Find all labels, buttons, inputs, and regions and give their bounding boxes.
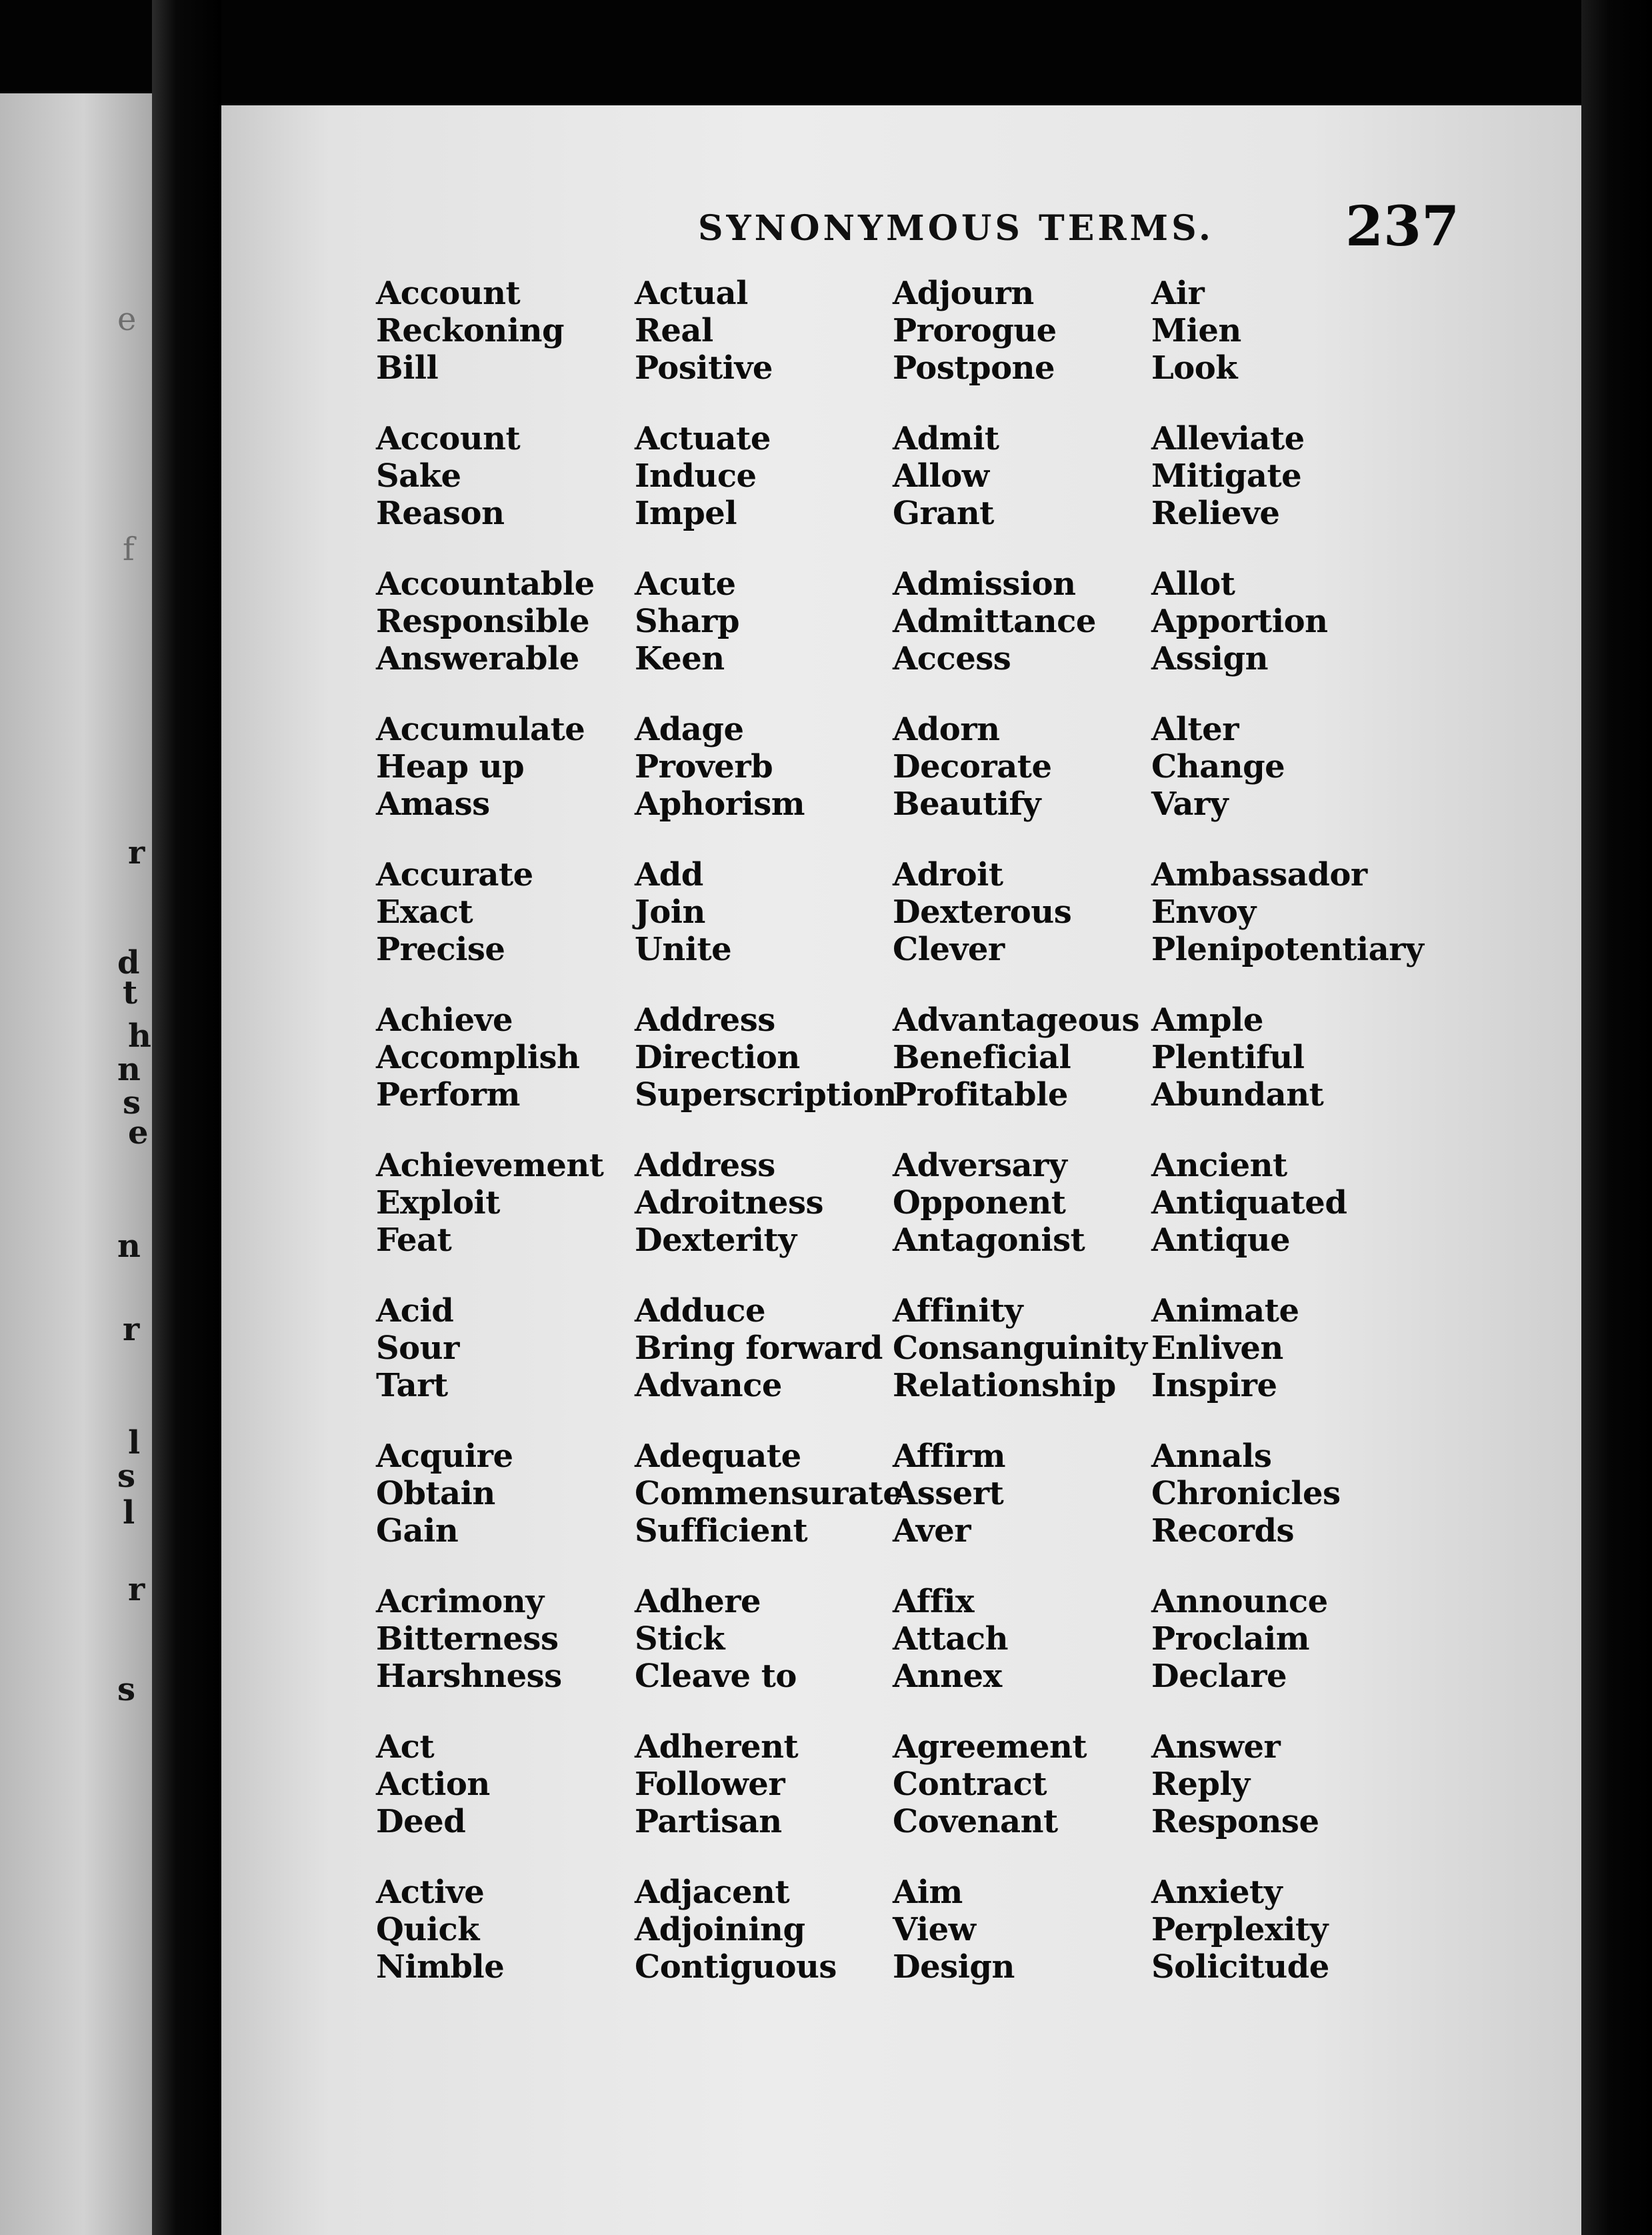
facing-page-fragment: t: [123, 974, 138, 1011]
synonym: Declare: [1151, 1658, 1287, 1695]
synonym: Bring forward: [635, 1330, 883, 1367]
headword: Acquire: [376, 1438, 513, 1475]
headword: Ancient: [1151, 1147, 1287, 1184]
headword: Ambassador: [1151, 856, 1367, 893]
headword: Alter: [1151, 711, 1239, 748]
headword: Advantageous: [893, 1001, 1140, 1039]
synonym: Direction: [635, 1039, 800, 1076]
synonym: Enliven: [1151, 1330, 1283, 1367]
synonym: Action: [376, 1766, 490, 1803]
synonym: Exploit: [376, 1184, 500, 1222]
headword: Affinity: [893, 1292, 1023, 1330]
synonym: Abundant: [1151, 1076, 1324, 1113]
facing-page-fragment: s: [117, 1458, 136, 1495]
synonym: Consanguinity: [893, 1330, 1147, 1367]
headword: Adage: [635, 711, 744, 748]
facing-page-fragment: h: [128, 1017, 151, 1055]
headword: Actual: [635, 275, 748, 312]
synonym: Access: [893, 640, 1011, 677]
synonym-group: [1151, 420, 1471, 532]
facing-page-fragment: l: [123, 1494, 135, 1532]
synonym: Sake: [376, 457, 461, 495]
synonym: Aphorism: [635, 785, 805, 823]
headword: Admit: [893, 420, 999, 457]
synonym-group: [1151, 1438, 1471, 1550]
synonym: Allow: [893, 457, 989, 495]
headword: Accurate: [376, 856, 533, 893]
synonym: Attach: [893, 1620, 1008, 1658]
book-page: [221, 105, 1581, 2235]
synonym: Plentiful: [1151, 1039, 1305, 1076]
facing-page-fragment: e: [128, 1114, 149, 1152]
synonym: Feat: [376, 1222, 452, 1259]
synonym: Partisan: [635, 1803, 782, 1840]
headword: Adjourn: [893, 275, 1034, 312]
synonym: Apportion: [1151, 603, 1328, 640]
headword: Achievement: [376, 1147, 604, 1184]
synonym: Real: [635, 312, 713, 349]
synonym: Dexterous: [893, 893, 1072, 931]
right-page-edge: [1581, 0, 1652, 2235]
synonym: Heap up: [376, 748, 525, 785]
facing-page-fragment: l: [128, 1424, 141, 1462]
synonym: Stick: [635, 1620, 725, 1658]
book-gutter: [152, 0, 221, 2235]
synonym: Annex: [893, 1658, 1002, 1695]
synonym: Adroitness: [635, 1184, 823, 1222]
synonym: Sufficient: [635, 1512, 808, 1550]
synonym: Inspire: [1151, 1367, 1277, 1404]
synonym: Advance: [635, 1367, 782, 1404]
headword: Account: [376, 420, 521, 457]
synonym: Contiguous: [635, 1948, 837, 1986]
headword: Air: [1151, 275, 1205, 312]
headword: Admission: [893, 565, 1076, 603]
facing-page-fragment: e: [117, 301, 137, 338]
headword: Acute: [635, 565, 736, 603]
headword: Announce: [1151, 1583, 1328, 1620]
synonym: Chronicles: [1151, 1475, 1341, 1512]
facing-page-edge: [0, 93, 152, 2235]
headword: Aim: [893, 1874, 963, 1911]
synonym: Keen: [635, 640, 725, 677]
facing-page-fragment: r: [123, 1311, 140, 1348]
synonym: Reply: [1151, 1766, 1250, 1803]
synonym-group: [1151, 275, 1471, 387]
synonym: Commensurate: [635, 1475, 903, 1512]
headword: Achieve: [376, 1001, 513, 1039]
synonym: Beneficial: [893, 1039, 1071, 1076]
synonym: Solicitude: [1151, 1948, 1329, 1986]
synonym: Prorogue: [893, 312, 1057, 349]
synonym: Cleave to: [635, 1658, 797, 1695]
synonym: Gain: [376, 1512, 459, 1550]
synonym: Follower: [635, 1766, 785, 1803]
headword: Adduce: [635, 1292, 766, 1330]
synonym: Unite: [635, 931, 732, 968]
synonym-group: [1151, 711, 1471, 823]
synonym-group: [1151, 565, 1471, 677]
synonym-group: [1151, 1728, 1471, 1840]
synonym: Nimble: [376, 1948, 505, 1986]
synonym: Opponent: [893, 1184, 1066, 1222]
synonym: Decorate: [893, 748, 1052, 785]
synonym: Quick: [376, 1911, 479, 1948]
facing-page-fragment: r: [128, 1571, 145, 1608]
headword: Allot: [1151, 565, 1235, 603]
synonym: Perform: [376, 1076, 520, 1113]
synonym-group: [1151, 856, 1471, 968]
facing-page-fragment: s: [123, 1084, 141, 1122]
synonym: Proclaim: [1151, 1620, 1309, 1658]
synonym-group: [1151, 1147, 1471, 1259]
synonym: View: [893, 1911, 976, 1948]
headword: Adorn: [893, 711, 1000, 748]
headword: Adherent: [635, 1728, 799, 1766]
headword: Acid: [376, 1292, 454, 1330]
headword: Adversary: [893, 1147, 1067, 1184]
synonym: Vary: [1151, 785, 1229, 823]
headword: Account: [376, 275, 521, 312]
headword: Anxiety: [1151, 1874, 1283, 1911]
synonym: Response: [1151, 1803, 1319, 1840]
synonym: Records: [1151, 1512, 1295, 1550]
synonym: Antique: [1151, 1222, 1291, 1259]
synonym: Precise: [376, 931, 505, 968]
synonym: Antiquated: [1151, 1184, 1347, 1222]
facing-page-fragment: d: [117, 944, 140, 981]
synonym: Answerable: [376, 640, 579, 677]
synonym: Postpone: [893, 349, 1055, 387]
headword: Adroit: [893, 856, 1003, 893]
synonym: Profitable: [893, 1076, 1068, 1113]
synonym: Relationship: [893, 1367, 1116, 1404]
synonym: Contract: [893, 1766, 1047, 1803]
headword: Affix: [893, 1583, 975, 1620]
headword: Animate: [1151, 1292, 1299, 1330]
page-header: [221, 195, 1581, 265]
synonym: Proverb: [635, 748, 773, 785]
synonym: Bill: [376, 349, 439, 387]
headword: Alleviate: [1151, 420, 1305, 457]
synonym: Harshness: [376, 1658, 562, 1695]
headword: Active: [376, 1874, 485, 1911]
synonym: Change: [1151, 748, 1285, 785]
headword: Annals: [1151, 1438, 1272, 1475]
synonym: Bitterness: [376, 1620, 559, 1658]
synonym-group: [1151, 1292, 1471, 1404]
headword: Agreement: [893, 1728, 1087, 1766]
headword: Add: [635, 856, 703, 893]
synonym: Mitigate: [1151, 457, 1302, 495]
headword: Adhere: [635, 1583, 761, 1620]
synonym-group: [1151, 1001, 1471, 1113]
running-title: SYNONYMOUS TERMS.: [698, 208, 1214, 249]
page-number: 237: [1345, 195, 1460, 259]
synonym-group: [1151, 1583, 1471, 1695]
synonym: Admittance: [893, 603, 1096, 640]
synonym-group: [1151, 1874, 1471, 1986]
synonym: Design: [893, 1948, 1015, 1986]
synonym: Amass: [376, 785, 490, 823]
synonym: Look: [1151, 349, 1238, 387]
synonym: Assert: [893, 1475, 1004, 1512]
synonym: Assign: [1151, 640, 1268, 677]
synonym: Accomplish: [376, 1039, 580, 1076]
synonym: Sharp: [635, 603, 740, 640]
synonym: Clever: [893, 931, 1005, 968]
headword: Act: [376, 1728, 435, 1766]
synonym: Reason: [376, 495, 505, 532]
synonym: Antagonist: [893, 1222, 1085, 1259]
synonym: Mien: [1151, 312, 1241, 349]
synonym: Induce: [635, 457, 757, 495]
headword: Accumulate: [376, 711, 585, 748]
synonym: Perplexity: [1151, 1911, 1328, 1948]
facing-page-fragment: r: [128, 834, 145, 871]
synonym: Envoy: [1151, 893, 1256, 931]
synonym: Plenipotentiary: [1151, 931, 1424, 968]
headword: Ample: [1151, 1001, 1263, 1039]
synonym: Beautify: [893, 785, 1041, 823]
facing-page-fragment: n: [117, 1051, 141, 1088]
headword: Acrimony: [376, 1583, 544, 1620]
headword: Answer: [1151, 1728, 1281, 1766]
headword: Adjacent: [635, 1874, 790, 1911]
synonym: Adjoining: [635, 1911, 805, 1948]
synonym: Obtain: [376, 1475, 495, 1512]
headword: Address: [635, 1147, 775, 1184]
headword: Actuate: [635, 420, 771, 457]
synonym: Impel: [635, 495, 737, 532]
synonym: Responsible: [376, 603, 590, 640]
synonym: Positive: [635, 349, 773, 387]
synonym: Relieve: [1151, 495, 1280, 532]
synonym: Grant: [893, 495, 994, 532]
synonym: Aver: [893, 1512, 971, 1550]
synonym: Sour: [376, 1330, 459, 1367]
facing-page-fragment: s: [117, 1671, 136, 1708]
synonym: Superscription: [635, 1076, 897, 1113]
synonym-columns: [221, 275, 1581, 2115]
headword: Adequate: [635, 1438, 801, 1475]
headword: Affirm: [893, 1438, 1006, 1475]
synonym: Dexterity: [635, 1222, 797, 1259]
synonym: Exact: [376, 893, 473, 931]
synonym: Deed: [376, 1803, 466, 1840]
headword: Accountable: [376, 565, 595, 603]
facing-page-fragment: n: [117, 1228, 141, 1265]
synonym: Covenant: [893, 1803, 1058, 1840]
facing-page-fragment: f: [123, 531, 135, 568]
synonym: Join: [635, 893, 705, 931]
synonym: Reckoning: [376, 312, 565, 349]
synonym: Tart: [376, 1367, 448, 1404]
headword: Address: [635, 1001, 775, 1039]
